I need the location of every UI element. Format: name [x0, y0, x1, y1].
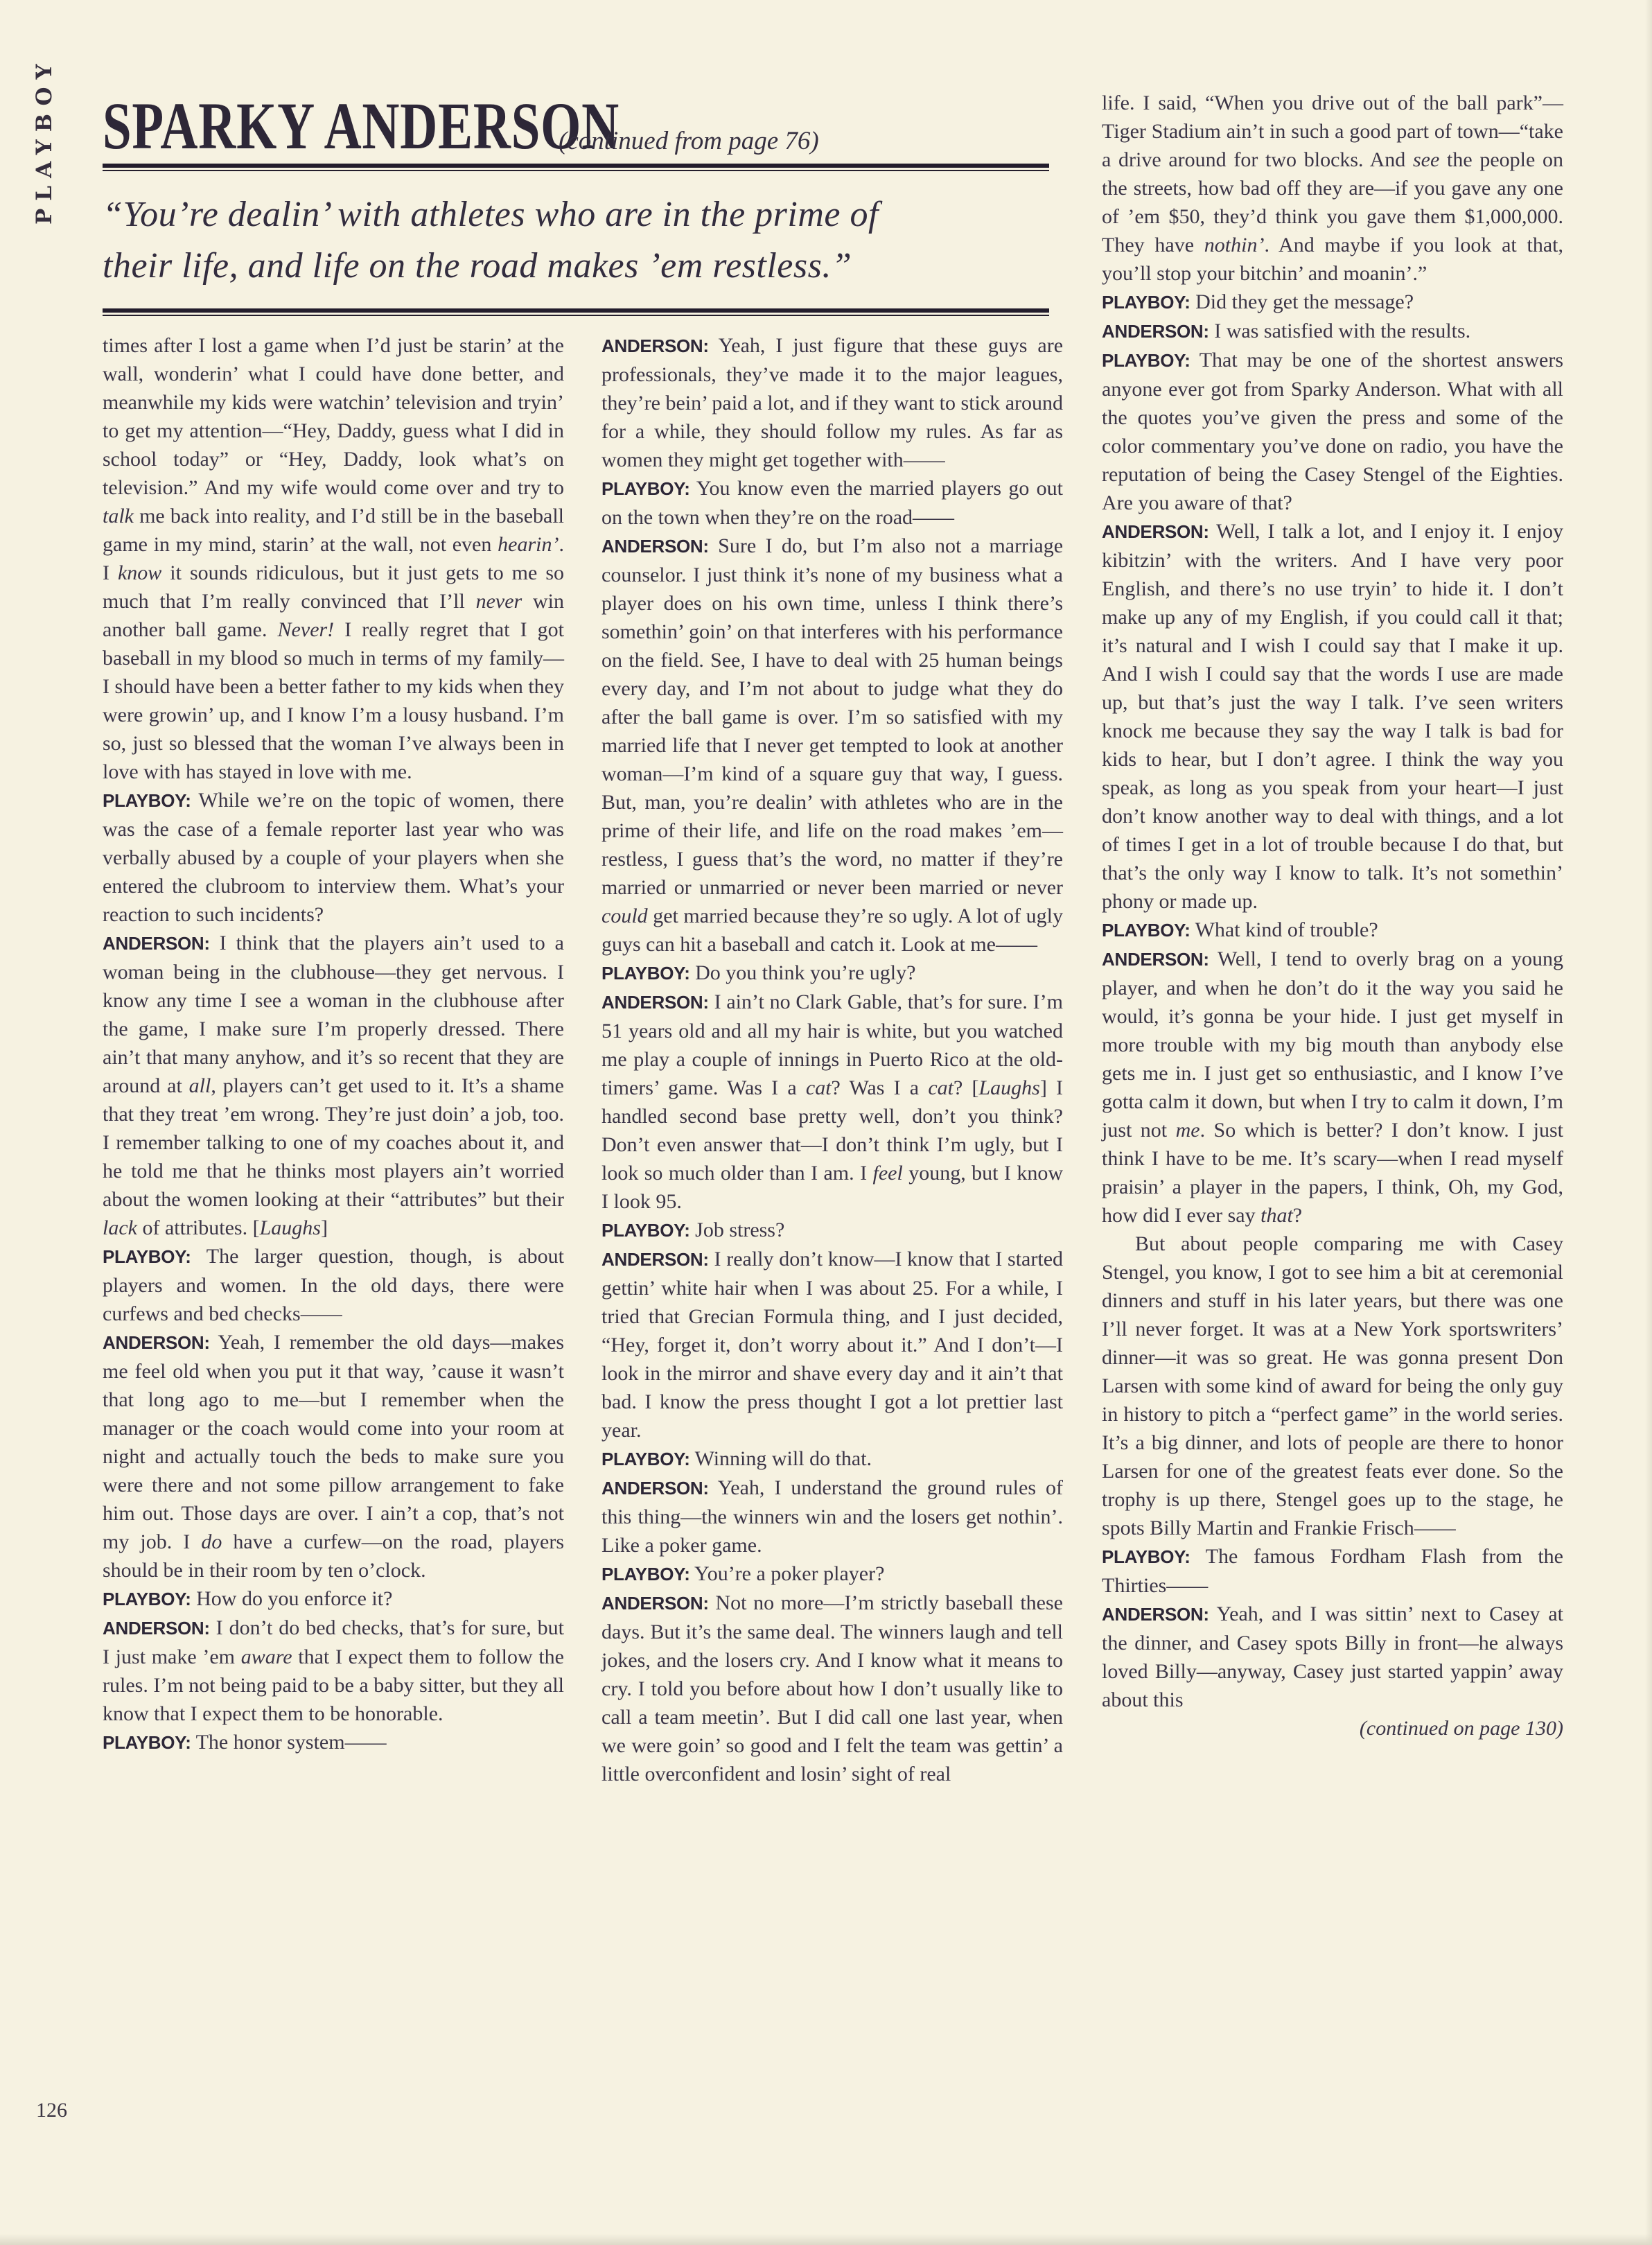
speaker-label: PLAYBOY:	[601, 1564, 690, 1584]
dialogue-paragraph	[1102, 1600, 1563, 1714]
speaker-label: ANDERSON:	[601, 335, 709, 356]
dialogue-paragraph	[1102, 945, 1563, 1230]
dialogue-paragraph	[103, 1328, 564, 1584]
article-title: SPARKY ANDERSON	[103, 89, 620, 163]
paragraph-text: Yeah, I just figure that these guys are professionals, they’ve made it to the major leagues, they’re bein’ paid a lot, and if they want to stick around for a while, they should follow my rules. As far as women they might get together with——	[601, 334, 1064, 471]
speaker-label: ANDERSON:	[103, 1618, 210, 1639]
paragraph-text: I think that the players ain’t used to a woman being in the clubhouse—they get nervous. I know any time I see a woman in the clubhouse after the game, I make sure I’m properly dressed. There ain’t that many anyhow, and it’s so recent that they are around at all, players can’t get used to it. It’s a shame that they treat ’em wrong. They’re just doin’ a job, too. I remember talking to one of my coaches about it, and he told me that he thinks most players ain’t worried about the women looking at their “attributes” but their lack of attributes. [Laughs]	[103, 932, 564, 1239]
dialogue-paragraph	[1102, 916, 1563, 945]
pull-quote-line-2: their life, and life on the road makes ’em restless.”	[103, 246, 852, 286]
paragraph-text: You know even the married players go out on the town when they’re on the road——	[601, 477, 1063, 529]
continued-from-note: (continued from page 76)	[559, 127, 819, 155]
speaker-label: ANDERSON:	[601, 992, 709, 1013]
speaker-label: ANDERSON:	[601, 1249, 709, 1270]
paragraph-text: I was satisfied with the results.	[1214, 320, 1471, 342]
paragraph-text: What kind of trouble?	[1195, 918, 1378, 941]
paragraph-text: Job stress?	[695, 1218, 785, 1241]
header-rule-top	[103, 164, 1049, 171]
paragraph-text: times after I lost a game when I’d just be starin’ at the wall, wonderin’ what I could have done better, and meanwhile my kids were watchin’ television and tryin’ to get my attention—“Hey, Daddy, guess what I did in school today” or “Hey, Daddy, look what’s on television.” And my wife would come over and try to talk me back into reality, and I’d still be in the baseball game in my mind, starin’ at the wall, not even hearin’. I know it sounds ridiculous, but it just gets to me so much that I’m really convinced that I’ll never win another ball game. Never! I really regret that I got baseball in my blood so much in terms of my family—I should have been a better father to my kids when they were growin’ up, and I know I’m a lousy husband. I’m so, just so blessed that the woman I’ve always been in love with has stayed in love with me.	[103, 334, 564, 783]
speaker-label: ANDERSON:	[1102, 321, 1209, 342]
dialogue-paragraph	[601, 532, 1063, 959]
paragraph-text: I really don’t know—I know that I started gettin’ white hair when I was about 25. For a while, I tried that Grecian Formula thing, and I just decided, “Hey, forget it, don’t worry about it.” And I don’t—I look in the mirror and shave every day and it ain’t that bad. I know the press thought I got a lot prettier last year.	[601, 1248, 1064, 1442]
speaker-label: ANDERSON:	[1102, 1604, 1209, 1625]
dialogue-paragraph	[103, 1584, 564, 1614]
paragraph-text: Not no more—I’m strictly baseball these days. But it’s the same deal. The winners laugh and tell jokes, and the losers cry. And I know what it means to cry. I told you before about how I don’t usually like to call a team meetin’. But I did call one last year, when we were goin’ so good and I felt the team was gettin’ a little overconfident and losin’ sight of real	[601, 1591, 1063, 1785]
paragraph-text: That may be one of the shortest answers anyone ever got from Sparky Anderson. What with all the quotes you’ve given the press and some of the color commentary you’ve done on radio, you have the reputation of being the Casey Stengel of the Eighties. Are you aware of that?	[1102, 349, 1563, 514]
dialogue-paragraph	[1102, 517, 1563, 916]
paragraph-text: (continued on page 130)	[1359, 1717, 1563, 1740]
dialogue-paragraph	[601, 1444, 1063, 1474]
speaker-label: PLAYBOY:	[1102, 350, 1190, 371]
paragraph-text: You’re a poker player?	[694, 1562, 885, 1585]
speaker-label: PLAYBOY:	[103, 1246, 191, 1267]
paragraph-text: I ain’t no Clark Gable, that’s for sure. I’m 51 years old and all my hair is white, but you watched me play a couple of innings in Puerto Rico at the old-timers’ game. Was I a cat? Was I a cat? [Laughs] I handled second base pretty well, don’t you think? Don’t even answer that—I don’t think I’m ugly, but I look so much older than I am. I feel young, but I know I look 95.	[601, 990, 1064, 1213]
speaker-label: PLAYBOY:	[601, 963, 690, 984]
speaker-label: PLAYBOY:	[1102, 920, 1190, 941]
dialogue-paragraph	[103, 1614, 564, 1728]
text-column-2	[601, 331, 1063, 1788]
dialogue-paragraph	[103, 929, 564, 1242]
title-row	[103, 89, 1049, 163]
dialogue-paragraph	[103, 1728, 564, 1757]
dialogue-paragraph	[601, 474, 1063, 532]
scan-edge-bottom	[0, 2234, 1652, 2245]
speaker-label: PLAYBOY:	[103, 1589, 191, 1609]
dialogue-paragraph	[103, 786, 564, 929]
paragraph-text: Do you think you’re ugly?	[695, 961, 916, 984]
body-paragraph	[1102, 1230, 1563, 1542]
body-paragraph	[103, 331, 564, 786]
paragraph-text: Yeah, I understand the ground rules of this thing—the winners win and the losers get nothin’. Like a poker game.	[601, 1476, 1063, 1557]
magazine-edge-vertical-title: PLAYBOY	[32, 56, 57, 225]
dialogue-paragraph	[601, 959, 1063, 988]
scan-edge-right	[1645, 0, 1652, 2245]
page-number: 126	[36, 2099, 67, 2122]
dialogue-paragraph	[601, 1560, 1063, 1589]
speaker-label: ANDERSON:	[601, 1478, 709, 1499]
paragraph-text: Did they get the message?	[1195, 290, 1414, 313]
dialogue-paragraph	[601, 1216, 1063, 1245]
speaker-label: PLAYBOY:	[103, 1732, 191, 1753]
speaker-label: ANDERSON:	[103, 933, 210, 954]
text-column-1	[103, 331, 564, 1757]
dialogue-paragraph	[1102, 1542, 1563, 1600]
paragraph-text: While we’re on the topic of women, there was the case of a female reporter last year who was verbally abused by a couple of your players when she entered the clubroom to interview them. What’s your reaction to such incidents?	[103, 789, 564, 926]
dialogue-paragraph	[601, 1589, 1063, 1788]
pull-quote-line-1: “You’re dealin’ with athletes who are in the prime of	[103, 195, 879, 234]
paragraph-text: Yeah, and I was sittin’ next to Casey at the dinner, and Casey spots Billy in front—he always loved Billy—anyway, Casey just started yappin’ away about this	[1102, 1602, 1563, 1711]
paragraph-text: Sure I do, but I’m also not a marriage counselor. I just think it’s none of my business what a player does on his own time, unless I think there’s somethin’ goin’ on that interferes with his performance on the field. See, I have to deal with 25 human beings every day, and I’m not about to judge what they do after the ball game is over. I’m so satisfied with my married life that I never get tempted to look at another woman—I’m kind of a square guy that way, I guess. But, man, you’re dealin’ with athletes who are in the prime of their life, and life on the road makes ’em—restless, I guess that’s the word, no matter if they’re married or unmarried or never been married or never could get married because they’re so ugly. A lot of ugly guys can hit a baseball and catch it. Look at me——	[601, 534, 1064, 956]
article-header	[103, 89, 1049, 316]
dialogue-paragraph	[601, 331, 1063, 474]
dialogue-paragraph	[601, 1245, 1063, 1444]
paragraph-text: Yeah, I remember the old days—makes me feel old when you put it that way, ’cause it wasn’t that long ago to me—but I remember when the manager or the coach would come into your room at night and actually touch the beds to make sure you were there and not some pillow arrangement to fake him out. Those days are over. I ain’t a cop, that’s not my job. I do have a curfew—on the road, players should be in their room by ten o’clock.	[103, 1331, 565, 1582]
paragraph-text: Well, I talk a lot, and I enjoy it. I enjoy kibitzin’ with the writers. And I have very poor English, and there’s no use tryin’ to hide it. I don’t make up any of my English, if you could call it that; it’s natural and I wish I could say that I make it up. And I wish I could say that the words I use are made up, but that’s just the way I talk. I’ve seen writers knock me because they say the way I talk is bad for kids to hear, but I don’t agree. I think the way you speak, as long as you speak from your heart—I just don’t know another way to deal with things, and a lot of times I get in a lot of trouble because I do that, but that’s the only way I know to talk. It’s not somethin’ phony or made up.	[1102, 520, 1563, 913]
speaker-label: ANDERSON:	[601, 536, 709, 557]
dialogue-paragraph	[601, 1474, 1063, 1560]
dialogue-paragraph	[103, 1242, 564, 1328]
paragraph-text: How do you enforce it?	[196, 1587, 393, 1610]
speaker-label: ANDERSON:	[1102, 949, 1209, 970]
paragraph-text: I don’t do bed checks, that’s for sure, but I just make ’em aware that I expect them to follow the rules. I’m not being paid to be a baby sitter, but they all know that I expect them to be honorable.	[103, 1616, 564, 1725]
speaker-label: PLAYBOY:	[1102, 292, 1190, 313]
speaker-label: ANDERSON:	[601, 1593, 709, 1614]
speaker-label: ANDERSON:	[103, 1332, 210, 1353]
paragraph-text: The famous Fordham Flash from the Thirties——	[1102, 1545, 1563, 1597]
speaker-label: PLAYBOY:	[1102, 1546, 1190, 1567]
header-rule-bottom	[103, 308, 1049, 316]
dialogue-paragraph	[1102, 288, 1563, 317]
speaker-label: PLAYBOY:	[601, 1449, 690, 1469]
body-paragraph	[1102, 1714, 1563, 1742]
speaker-label: PLAYBOY:	[103, 790, 191, 811]
paragraph-text: The honor system——	[195, 1731, 387, 1754]
paragraph-text: But about people comparing me with Casey Stengel, you know, I got to see him a bit at ceremonial dinners and stuff in his later years, but there was one I’ll never forget. It was at a New York sportswriters’ dinner—it was so great. He was gonna present Don Larsen with some kind of award for being the only guy in history to pitch a “perfect game” in the world series. It’s a big dinner, and lots of people are there to honor Larsen for one of the greatest feats ever done. So the trophy is up there, Stengel goes up to the stage, he spots Billy Martin and Frankie Frisch——	[1102, 1232, 1563, 1539]
body-paragraph	[1102, 89, 1563, 288]
pull-quote	[103, 189, 1049, 292]
paragraph-text: Well, I tend to overly brag on a young player, and when he don’t do it the way you said he would, it’s gonna be your hide. I just get myself in more trouble with my big mouth than anybody else gets me in. I just get so enthusiastic, and I know I’ve gotta calm it down, but when I try to calm it down, I’m just not me. So which is better? I don’t know. I just think I have to be me. It’s scary—when I read myself praisin’ a player in the papers, I think, Oh, my God, how did I ever say that?	[1102, 947, 1563, 1227]
speaker-label: PLAYBOY:	[601, 1220, 690, 1241]
speaker-label: PLAYBOY:	[601, 478, 690, 499]
paragraph-text: The larger question, though, is about players and women. In the old days, there were curfews and bed checks——	[103, 1245, 564, 1325]
dialogue-paragraph	[601, 988, 1063, 1216]
paragraph-text: life. I said, “When you drive out of the ball park”—Tiger Stadium ain’t in such a good part of town—“take a drive around for two blocks. And see the people on the streets, how bad off they are—if you gave any one of ’em $50, they’d think you gave them $1,000,000. They have nothin’. And maybe if you look at that, you’ll stop your bitchin’ and moanin’.”	[1102, 91, 1563, 285]
dialogue-paragraph	[1102, 346, 1563, 517]
text-column-3	[1102, 89, 1563, 1742]
speaker-label: ANDERSON:	[1102, 521, 1209, 542]
paragraph-text: Winning will do that.	[694, 1447, 872, 1470]
dialogue-paragraph	[1102, 317, 1563, 346]
